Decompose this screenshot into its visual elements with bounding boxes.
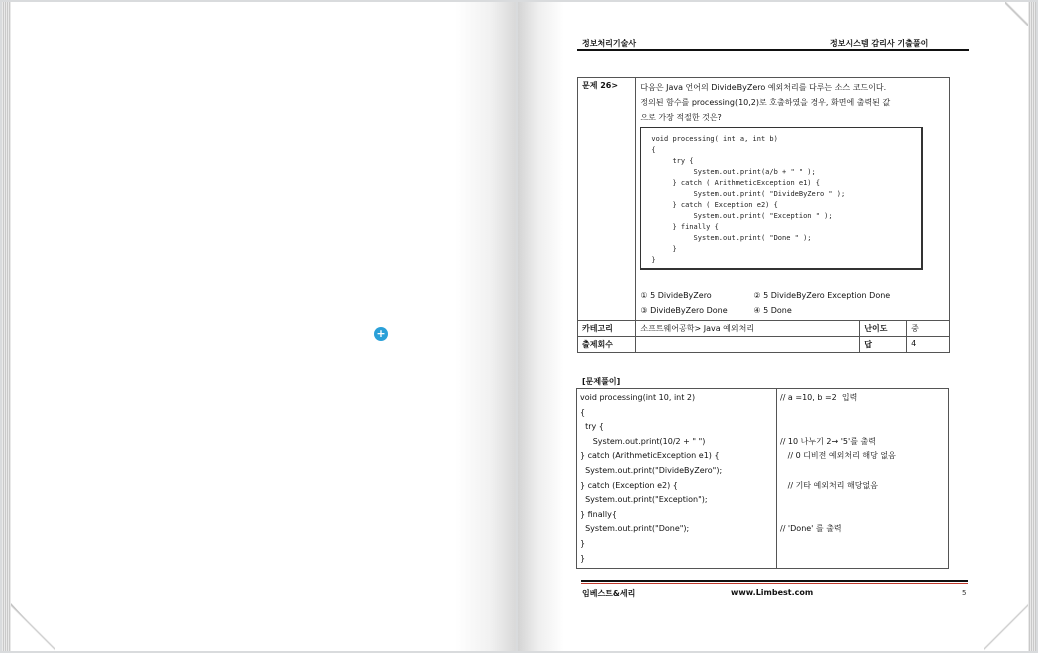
left-page[interactable] (11, 2, 516, 651)
zoom-icon[interactable]: + (374, 327, 388, 341)
solution-title: [문제풀이] (582, 377, 621, 386)
option-number: ④ (753, 306, 761, 315)
question-text-line: 다음은 Java 언어의 DivideByZero 예외처리를 다루는 소스 코드이다. (640, 83, 887, 92)
solution-code-line: try { (580, 422, 604, 432)
option-text: DivideByZero Done (650, 306, 728, 315)
option-text: 5 DivideByZero Exception Done (763, 291, 891, 300)
right-page-stack (1028, 2, 1036, 651)
solution-code (577, 389, 777, 569)
page-curl-bottom-left-fold[interactable] (11, 603, 55, 651)
page-number: 5 (962, 589, 967, 597)
difficulty-value: 중 (907, 321, 950, 337)
header-left: 정보처리기술사 (582, 39, 637, 48)
question-text (640, 80, 945, 125)
option-text: 5 DivideByZero (650, 291, 712, 300)
option-number: ② (753, 291, 761, 300)
difficulty-label: 난이도 (860, 321, 907, 337)
solution-code-line: System.out.print("DivideByZero"); (580, 465, 723, 475)
solution-code-line: { (580, 407, 586, 417)
solution-code-line: } catch (ArithmeticException e1) { (580, 451, 720, 461)
solution-code-line: } catch (Exception e2) { (580, 480, 678, 490)
solution-comments (777, 389, 949, 569)
solution-comment-line (780, 493, 945, 508)
question-body (636, 78, 950, 321)
page-curl-bottom-right[interactable] (984, 603, 1028, 651)
solution-comment-line: // 10 나누기 2→ '5'를 출력 (780, 436, 876, 446)
round-value (636, 337, 860, 353)
solution-comment-line (780, 508, 945, 523)
footer-website: www.Limbest.com (731, 588, 814, 597)
option-number: ① (640, 291, 648, 300)
solution-code-line: System.out.print(10/2 + " ") (580, 436, 706, 446)
category-value: 소프트웨어공학> Java 예외처리 (636, 321, 860, 337)
question-table (577, 77, 950, 353)
question-text-line: 으로 가장 적절한 것은? (640, 113, 722, 122)
footer-left: 임베스트&세리 (582, 589, 636, 598)
solution-comment-line (780, 406, 945, 421)
solution-code-line: void processing(int 10, int 2) (580, 393, 696, 402)
left-page-stack (2, 2, 11, 651)
header-rule (577, 49, 969, 51)
solution-comment-line (780, 464, 945, 479)
question-label: 문제 26> (578, 78, 636, 321)
solution-code-line: } finally{ (580, 509, 617, 519)
solution-comment-line (780, 420, 945, 435)
solution-code-line: System.out.print("Done"); (580, 524, 690, 534)
solution-comment-line (780, 552, 945, 567)
answer-options (640, 288, 945, 318)
option-number: ③ (640, 306, 648, 315)
question-code-box: void processing( int a, int b) { try { System.out.print(a/b + " " ); } catch ( ArithmeticException e1) { System.out.print( "DivideByZero " ); } catch ( Exception e2) { System.out.print( "Exception " ); } finally { System.out.print( "Done " ); } } (640, 127, 923, 270)
solution-comment-line: // 'Done' 를 출력 (780, 524, 842, 534)
category-label: 카테고리 (578, 321, 636, 337)
question-text-line: 정의된 함수를 processing(10,2)로 호출하였을 경우, 화면에 출력된 값 (640, 98, 891, 107)
solution-code-line: } (580, 538, 586, 548)
footer-rule-accent (581, 583, 968, 584)
answer-label: 답 (860, 337, 907, 353)
footer-rule (581, 580, 968, 582)
option-3 (640, 303, 753, 318)
option-text: 5 Done (763, 306, 792, 315)
option-1 (640, 288, 753, 303)
solution-code-line: System.out.print("Exception"); (580, 495, 708, 505)
header-right: 정보시스템 감리사 기출풀이 (830, 39, 929, 48)
option-2 (753, 291, 890, 300)
round-label: 출제회수 (578, 337, 636, 353)
solution-table (576, 388, 949, 569)
solution-code-line: } (580, 553, 586, 563)
solution-comment-line: // 기타 예외처리 해당없음 (780, 480, 878, 490)
solution-comment-line: // a =10, b =2 입력 (780, 393, 858, 402)
page-curl-top-right[interactable] (1005, 2, 1028, 26)
solution-comment-line: // 0 디비전 예외처리 해당 없음 (780, 451, 896, 461)
solution-comment-line (780, 537, 945, 552)
option-4 (753, 306, 791, 315)
answer-value: 4 (907, 337, 950, 353)
